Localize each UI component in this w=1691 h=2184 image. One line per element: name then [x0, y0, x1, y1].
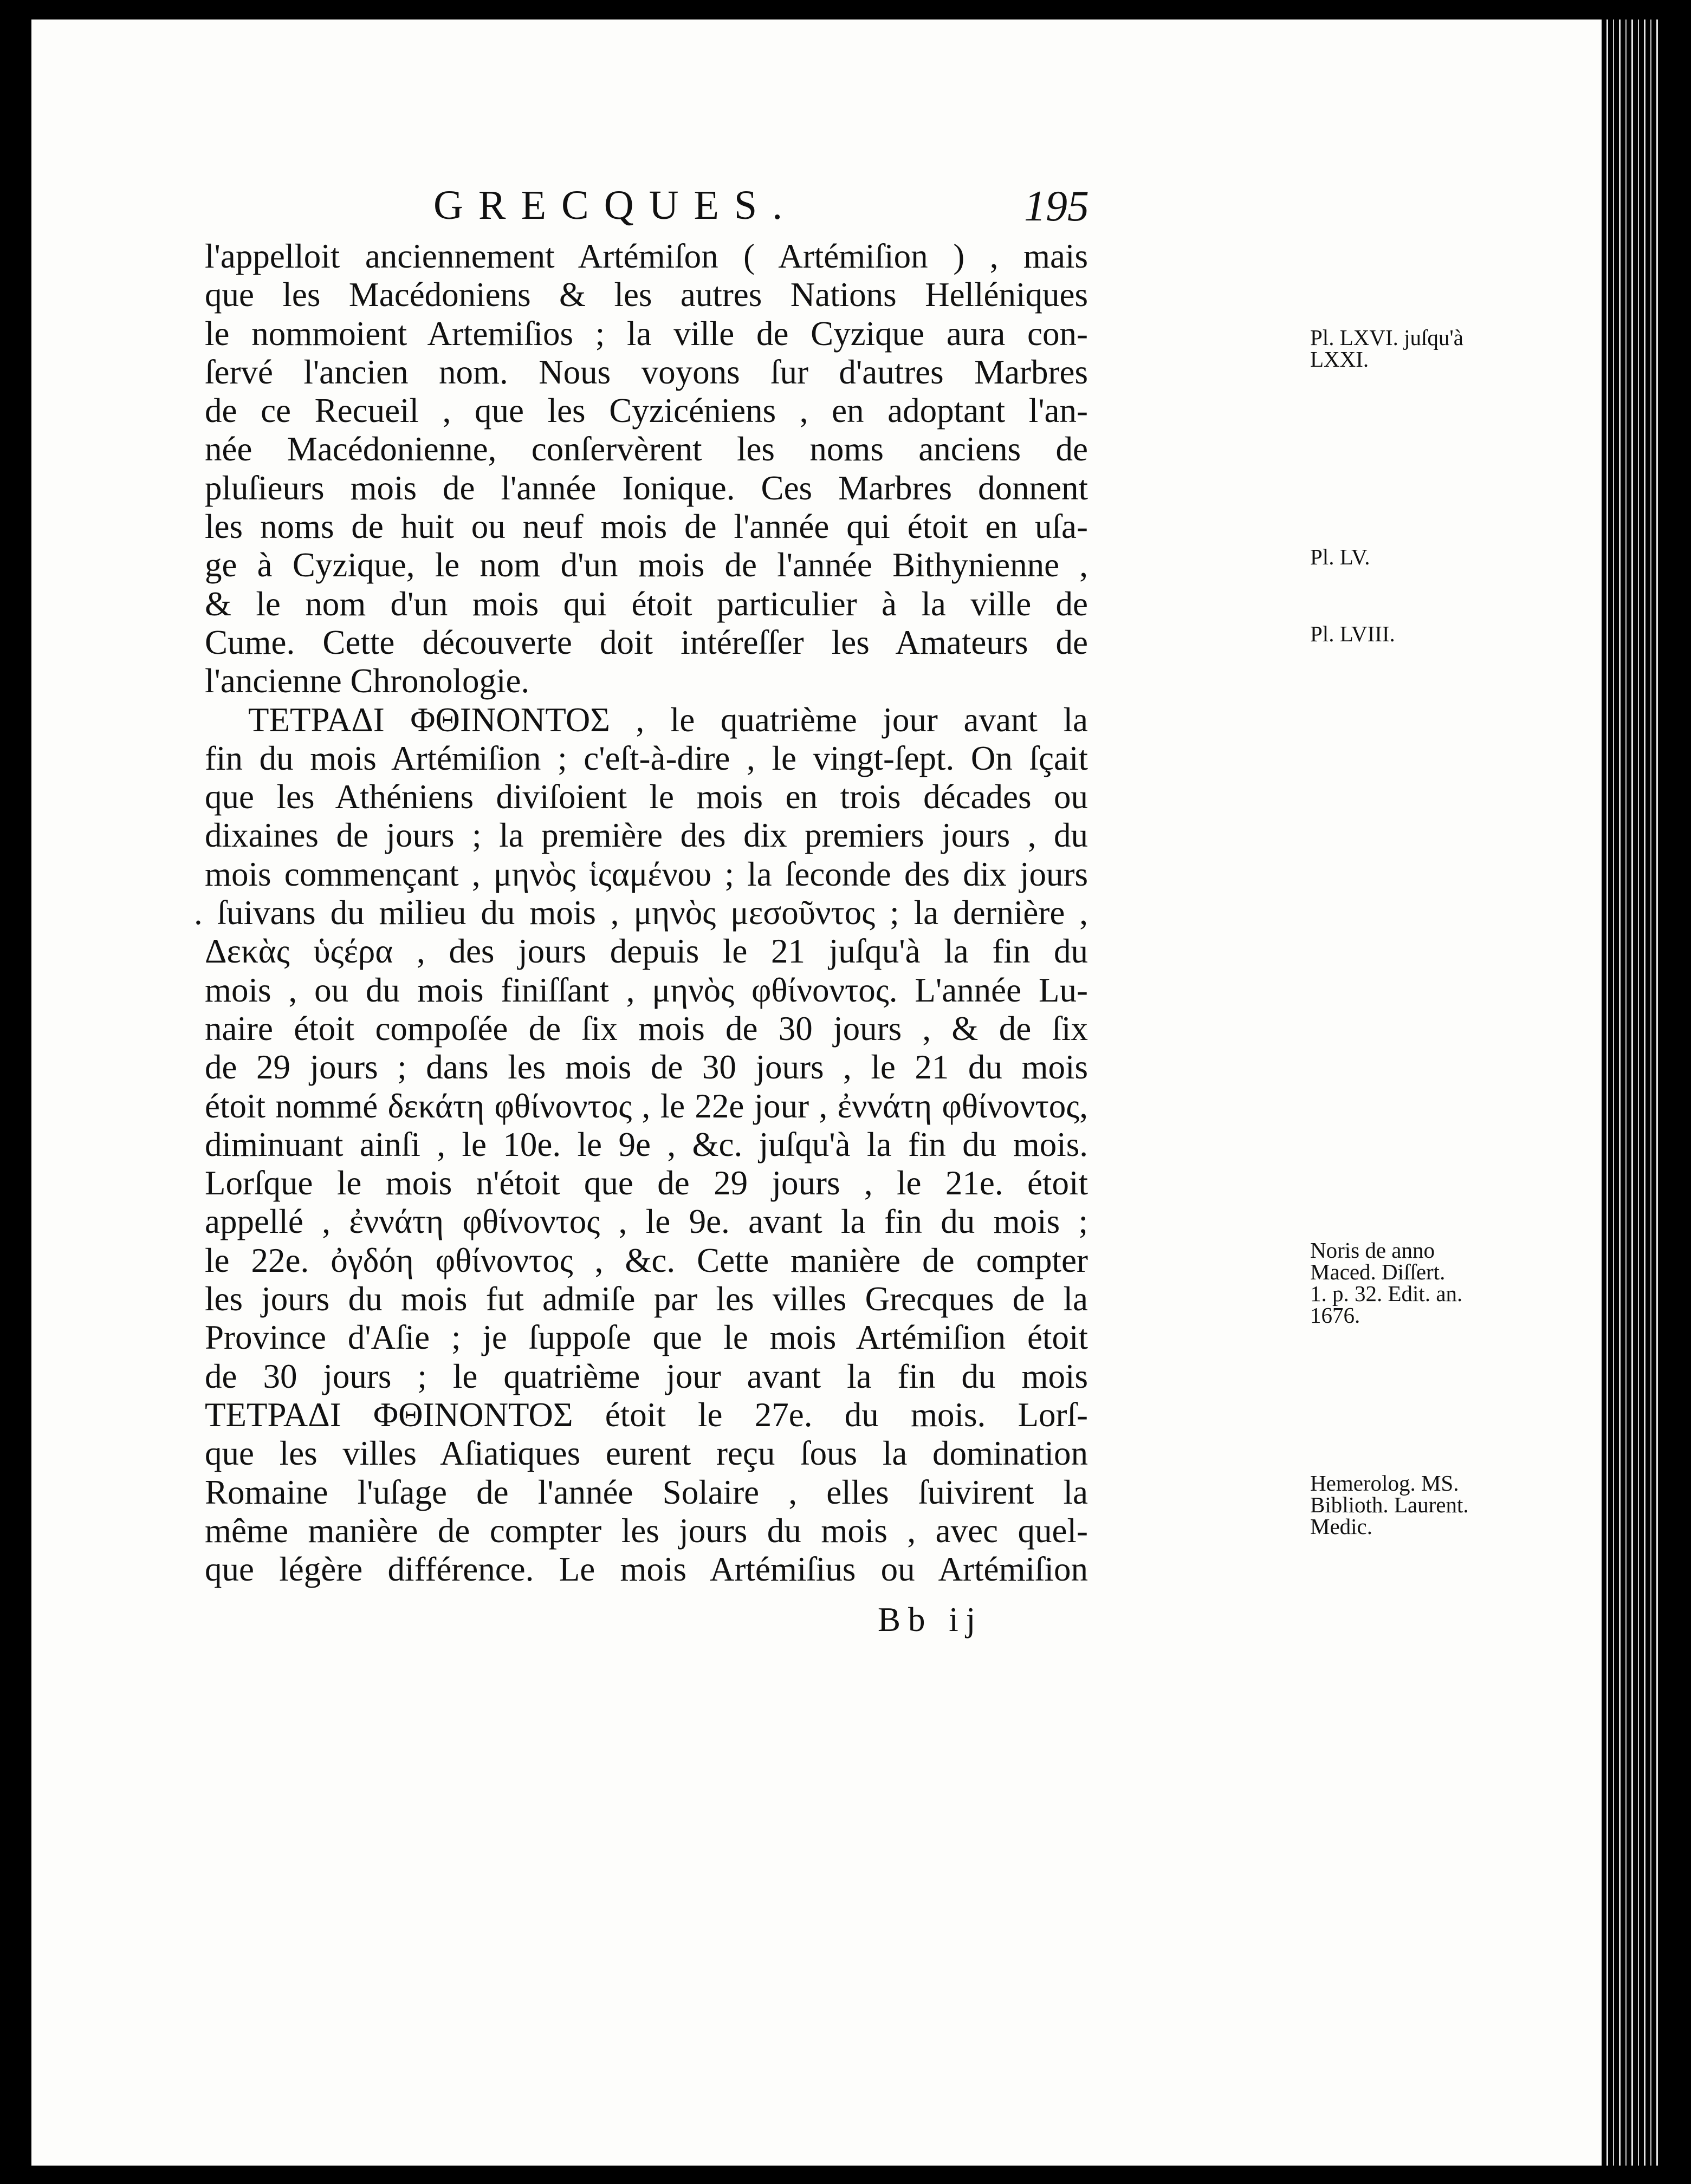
page-edge-shadow [1602, 20, 1661, 2166]
text-line: l'appelloit anciennement Artémiſon ( Artémiſion ) , mais [205, 237, 1088, 275]
text-line: Cume. Cette découverte doit intéreſſer les Amateurs de [205, 623, 1088, 661]
text-line: naire étoit compoſée de ſix mois de 30 jours , & de ſix [205, 1009, 1088, 1048]
margin-note-line: Noris de anno [1310, 1238, 1435, 1263]
text-line: Province d'Aſie ; je ſuppoſe que le mois Artémiſion étoit [205, 1318, 1088, 1357]
running-title: GRECQUES. [433, 183, 798, 228]
text-line: diminuant ainſi , le 10e. le 9e , &c. juſqu'à la fin du mois. [205, 1125, 1088, 1164]
page-number: 195 [1024, 183, 1089, 230]
text-line: née Macédonienne, conſervèrent les noms anciens de [205, 430, 1088, 469]
text-line: que légère différence. Le mois Artémiſius ou Artémiſion [205, 1550, 1088, 1589]
text-line: de 29 jours ; dans les mois de 30 jours , le 21 du mois [205, 1048, 1088, 1087]
margin-note-line: Hemerolog. MS. [1310, 1471, 1459, 1496]
signature-mark: Bb ij [878, 1601, 983, 1639]
margin-note-line: Medic. [1310, 1514, 1372, 1539]
margin-note-line: 1. p. 32. Edit. an. [1310, 1281, 1463, 1306]
margin-note-line: LXXI. [1310, 347, 1369, 372]
body-text [194, 237, 1469, 1589]
text-line: ſervé l'ancien nom. Nous voyons ſur d'autres Marbres [205, 353, 1088, 391]
text-line: l'ancienne Chronologie. [205, 662, 530, 700]
text-line: étoit nommé δεκάτη φθίνοντος , le 22e jour , ἐννάτη φθίνοντος, [205, 1087, 1088, 1125]
text-line: de ce Recueil , que les Cyzicéniens , en adoptant l'an- [205, 392, 1088, 430]
text-line: . ſuivans du milieu du mois , μηνὸς μεσοῦντος ; la dernière , [194, 894, 1088, 932]
margin-note [1310, 1239, 1527, 1326]
margin-note [1310, 1472, 1527, 1537]
text-line: & le nom d'un mois qui étoit particulier à la ville de [205, 584, 1088, 623]
text-line: Lorſque le mois n'étoit que de 29 jours , le 21e. étoit [205, 1164, 1088, 1202]
margin-note-line: Pl. LXVI. juſqu'à [1310, 325, 1463, 350]
margin-note [1310, 546, 1527, 568]
margin-note-line: Biblioth. Laurent. [1310, 1492, 1469, 1517]
text-line: que les Macédoniens & les autres Nations Helléniques [205, 276, 1088, 314]
text-line: les noms de huit ou neuf mois de l'année qui étoit en uſa- [205, 508, 1088, 546]
text-line: Δεκὰς ὑςέρα , des jours depuis le 21 juſqu'à la fin du [205, 932, 1088, 971]
running-header [423, 182, 1094, 242]
text-line: de 30 jours ; le quatrième jour avant la fin du mois [205, 1357, 1088, 1395]
text-line: le 22e. ὀγδόη φθίνοντος , &c. Cette manière de compter [205, 1241, 1088, 1279]
text-line: ge à Cyzique, le nom d'un mois de l'année Bithynienne , [205, 546, 1088, 584]
text-line: mois , ou du mois finiſſant , μηνὸς φθίνοντος. L'année Lu- [205, 971, 1088, 1009]
text-line: que les Athéniens diviſoient le mois en trois décades ou [205, 778, 1088, 816]
text-line: ΤΕΤΡΑΔΙ ΦΘΙΝΟΝΤΟΣ étoit le 27e. du mois. Lorſ- [205, 1395, 1088, 1434]
text-line: Romaine l'uſage de l'année Solaire , elles ſuivirent la [205, 1473, 1088, 1511]
text-line: fin du mois Artémiſion ; c'eſt-à-dire , le vingt-ſept. On ſçait [205, 739, 1088, 777]
margin-note [1310, 327, 1527, 370]
text-line: appellé , ἐννάτη φθίνοντος , le 9e. avant la fin du mois ; [205, 1202, 1088, 1241]
text-line: dixaines de jours ; la première des dix premiers jours , du [205, 816, 1088, 855]
margin-note-line: 1676. [1310, 1303, 1360, 1328]
text-line: les jours du mois fut admiſe par les villes Grecques de la [205, 1280, 1088, 1318]
text-line: le nommoient Artemiſios ; la ville de Cyzique aura con- [205, 314, 1088, 353]
text-line: mois commençant , μηνὸς ἱςαμένου ; la ſeconde des dix jours [205, 855, 1088, 893]
text-line: que les villes Aſiatiques eurent reçu ſous la domination [205, 1434, 1088, 1473]
margin-note-line: Pl. LVIII. [1310, 621, 1395, 646]
text-line: pluſieurs mois de l'année Ionique. Ces Marbres donnent [205, 469, 1088, 507]
margin-note-line: Pl. LV. [1310, 544, 1370, 569]
text-line: ΤΕΤΡΑΔΙ ΦΘΙΝΟΝΤΟΣ , le quatrième jour avant la [248, 700, 1088, 739]
margin-note [1310, 623, 1527, 645]
margin-note-line: Maced. Diſſert. [1310, 1259, 1446, 1284]
text-line: même manière de compter les jours du mois , avec quel- [205, 1511, 1088, 1550]
